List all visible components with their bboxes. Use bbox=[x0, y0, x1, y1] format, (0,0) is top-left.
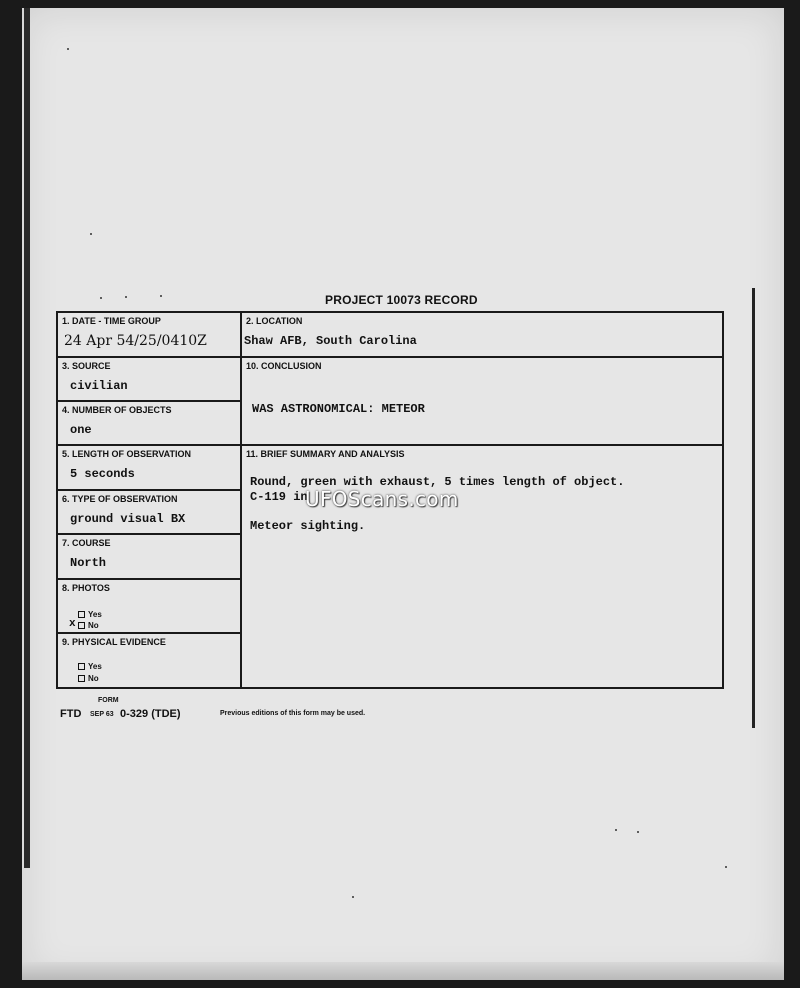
summary-line: C-119 in bbox=[250, 490, 308, 504]
field-label: 9. PHYSICAL EVIDENCE bbox=[62, 637, 166, 647]
field-date-time-group bbox=[58, 313, 240, 358]
footer-ftd: FTD bbox=[60, 708, 82, 720]
option-label: Yes bbox=[88, 662, 102, 671]
speck bbox=[67, 48, 69, 50]
field-label: 8. PHOTOS bbox=[62, 583, 110, 593]
speck bbox=[100, 297, 102, 299]
field-label: 4. NUMBER OF OBJECTS bbox=[62, 405, 172, 415]
right-margin-line bbox=[752, 288, 755, 728]
field-physical-evidence bbox=[58, 634, 240, 687]
field-value: North bbox=[70, 556, 107, 570]
field-label: 6. TYPE OF OBSERVATION bbox=[62, 494, 178, 504]
field-conclusion bbox=[242, 358, 722, 446]
speck bbox=[637, 831, 639, 833]
footer-form-label: FORM bbox=[98, 697, 119, 704]
summary-line: Meteor sighting. bbox=[250, 519, 366, 533]
field-value: ground visual BX bbox=[70, 512, 186, 526]
field-photos bbox=[58, 580, 240, 634]
checkbox-icon bbox=[78, 675, 85, 682]
field-label: 3. SOURCE bbox=[62, 361, 111, 371]
speck bbox=[352, 896, 354, 898]
footer-form-number: 0-329 (TDE) bbox=[120, 708, 181, 720]
checkbox-icon bbox=[78, 663, 85, 670]
checkbox-icon bbox=[78, 611, 85, 618]
option-label: No bbox=[88, 674, 99, 683]
speck bbox=[160, 295, 162, 297]
option-label: Yes bbox=[88, 610, 102, 619]
summary-line: Round, green with exhaust, 5 times length of object. bbox=[250, 475, 625, 489]
field-brief-summary bbox=[242, 446, 722, 687]
field-value: 24 Apr 54/25/0410Z bbox=[64, 333, 207, 349]
footer-note: Previous editions of this form may be used. bbox=[220, 710, 366, 717]
left-binding-edge bbox=[24, 8, 30, 868]
field-value: Shaw AFB, South Carolina bbox=[244, 334, 417, 348]
field-value: one bbox=[70, 423, 92, 437]
evidence-yes-option bbox=[78, 662, 102, 671]
field-number-of-objects bbox=[58, 402, 240, 446]
option-label: No bbox=[88, 621, 99, 630]
photos-no-option bbox=[78, 621, 99, 630]
speck bbox=[90, 233, 92, 235]
field-value: civilian bbox=[70, 379, 128, 393]
page-bottom-edge bbox=[22, 962, 784, 980]
speck bbox=[125, 296, 127, 298]
watermark: UFOScans.com bbox=[305, 487, 459, 511]
evidence-no-option bbox=[78, 674, 99, 683]
photos-yes-option bbox=[78, 610, 102, 619]
checkbox-icon bbox=[78, 622, 85, 629]
speck bbox=[615, 829, 617, 831]
field-label: 10. CONCLUSION bbox=[246, 361, 322, 371]
field-label: 2. LOCATION bbox=[246, 316, 303, 326]
footer-sep: SEP 63 bbox=[90, 711, 114, 718]
field-label: 5. LENGTH OF OBSERVATION bbox=[62, 449, 192, 459]
field-value: 5 seconds bbox=[70, 467, 135, 481]
field-label: 1. DATE - TIME GROUP bbox=[62, 316, 161, 326]
field-type-of-observation bbox=[58, 491, 240, 535]
field-course bbox=[58, 535, 240, 580]
field-value: WAS ASTRONOMICAL: METEOR bbox=[252, 402, 425, 416]
field-length-of-observation bbox=[58, 446, 240, 491]
field-source bbox=[58, 358, 240, 402]
speck bbox=[725, 866, 727, 868]
x-mark: x bbox=[69, 618, 76, 630]
field-label: 7. COURSE bbox=[62, 538, 111, 548]
form-title: PROJECT 10073 RECORD bbox=[325, 293, 478, 307]
field-label: 11. BRIEF SUMMARY AND ANALYSIS bbox=[246, 449, 405, 459]
field-location bbox=[242, 313, 722, 358]
